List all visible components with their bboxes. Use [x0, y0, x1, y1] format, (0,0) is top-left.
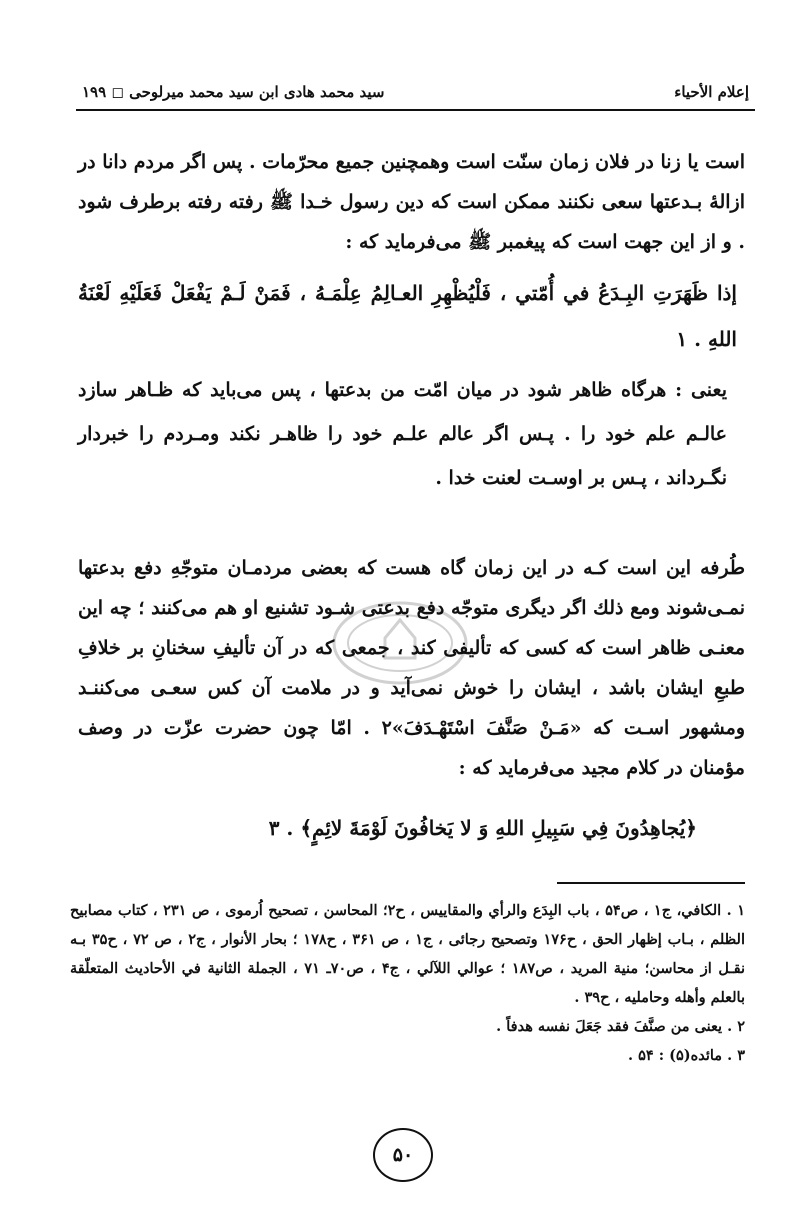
paragraph-1: است یا زنا در فلان زمان سنّت است وهمچنین جمیع محرّمات . پس اگر مردم دانا در ازالهٔ بـدعتها سعی نکنند ممکن است که دین رسول خـدا ﷺ رفته رفته برطرف شود . و از این جهت است که پیغمبر ﷺ می‌فرماید که : [78, 151, 745, 253]
footnotes [70, 896, 745, 1070]
page-header [82, 75, 749, 107]
paragraph-translation: یعنی : هرگاه ظاهر شود در میان امّت من بدعتها ، پس می‌باید که ظـاهر سازد عالـم علم خود را . پـس اگر عالم علـم خود را ظاهـر نکند ومـردم را خبردار نگـرداند ، پـس بر اوسـت لعنت خدا . [78, 379, 727, 489]
header-rule [76, 109, 755, 111]
running-title: سيد محمد هادی ابن سيد محمد ميرلوحى ◻ ۱۹۹ [82, 83, 385, 101]
book-title: إعلام الأحياء [674, 83, 749, 101]
footnote-rule [557, 882, 745, 884]
footnote-2: ۲ . يعنى من صنَّفَ فقد جَعَلَ نفسه هدفاً . [496, 1018, 745, 1035]
quran-verse: ﴿يُجاهِدُونَ فِي سَبِيلِ اللهِ وَ لا يَخافُونَ لَوْمَةَ لائِمٍ﴾ . ۳ [268, 816, 697, 840]
paragraph-2: طُرفه این است کـه در این زمان گاه هست که بعضی مردمـان متوجّهِ دفع بدعتها نمـی‌شوند ومع ذلك اگر دیگری متوجّه دفع بدعتی شـود تشنیع او هم می‌کنند ؛ چه این معنـی ظاهر است که کسی که تألیفی کند ، جمعی که در آن تألیفِ سخنانِ بر خلافِ طبعِ ایشان باشد ، ایشان را خوش نمی‌آید و در ملامت آن کس سعـی می‌کننـد ومشهور اسـت که «مَـنْ صَنَّفَ اسْتَهْـدَفَ»۲ . امّا چون حضرت عزّت در وصف مؤمنان در کلام مجید می‌فرماید که : [78, 557, 746, 779]
hadith-quote: إذا ظَهَرَتِ البِـدَعُ في أُمّتي ، فَلْيُظْهِرِ العـالِمُ عِلْمَـهُ ، فَمَنْ لَـمْ يَفْعَلْ فَعَلَيْهِ لَعْنَةُ اللهِ . ۱ [78, 281, 737, 351]
footnote-3: ۳ . مائده(۵) : ۵۴ . [627, 1047, 745, 1064]
footnote-1: ۱ . الكافي، ج۱ ، ص۵۴ ، باب البِدَع والرأي والمقاييس ، ح۲؛ المحاسن ، تصحیح اُرموی ، ص ۲۳۱ ، کتاب مصابیح الظلم ، بـاب إظهار الحق ، ح۱۷۶ وتصحیح رجائی ، ج۱ ، ص ۳۶۱ ، ح۱۷۸ ؛ بحار الأنوار ، ج۲ ، ص ۷۲ ، ح۳۵ بـه نقـل از محاسن؛ منية المريد ، ص۱۸۷ ؛ عوالي اللآلي ، ج۴ ، ص۷۰ـ ۷۱ ، الجملة الثانية في الأحاديث المتعلّقة بالعلم وأهله وحامليه ، ح۳۹ . [70, 902, 746, 1006]
page-number: ۵۰ [373, 1128, 433, 1182]
